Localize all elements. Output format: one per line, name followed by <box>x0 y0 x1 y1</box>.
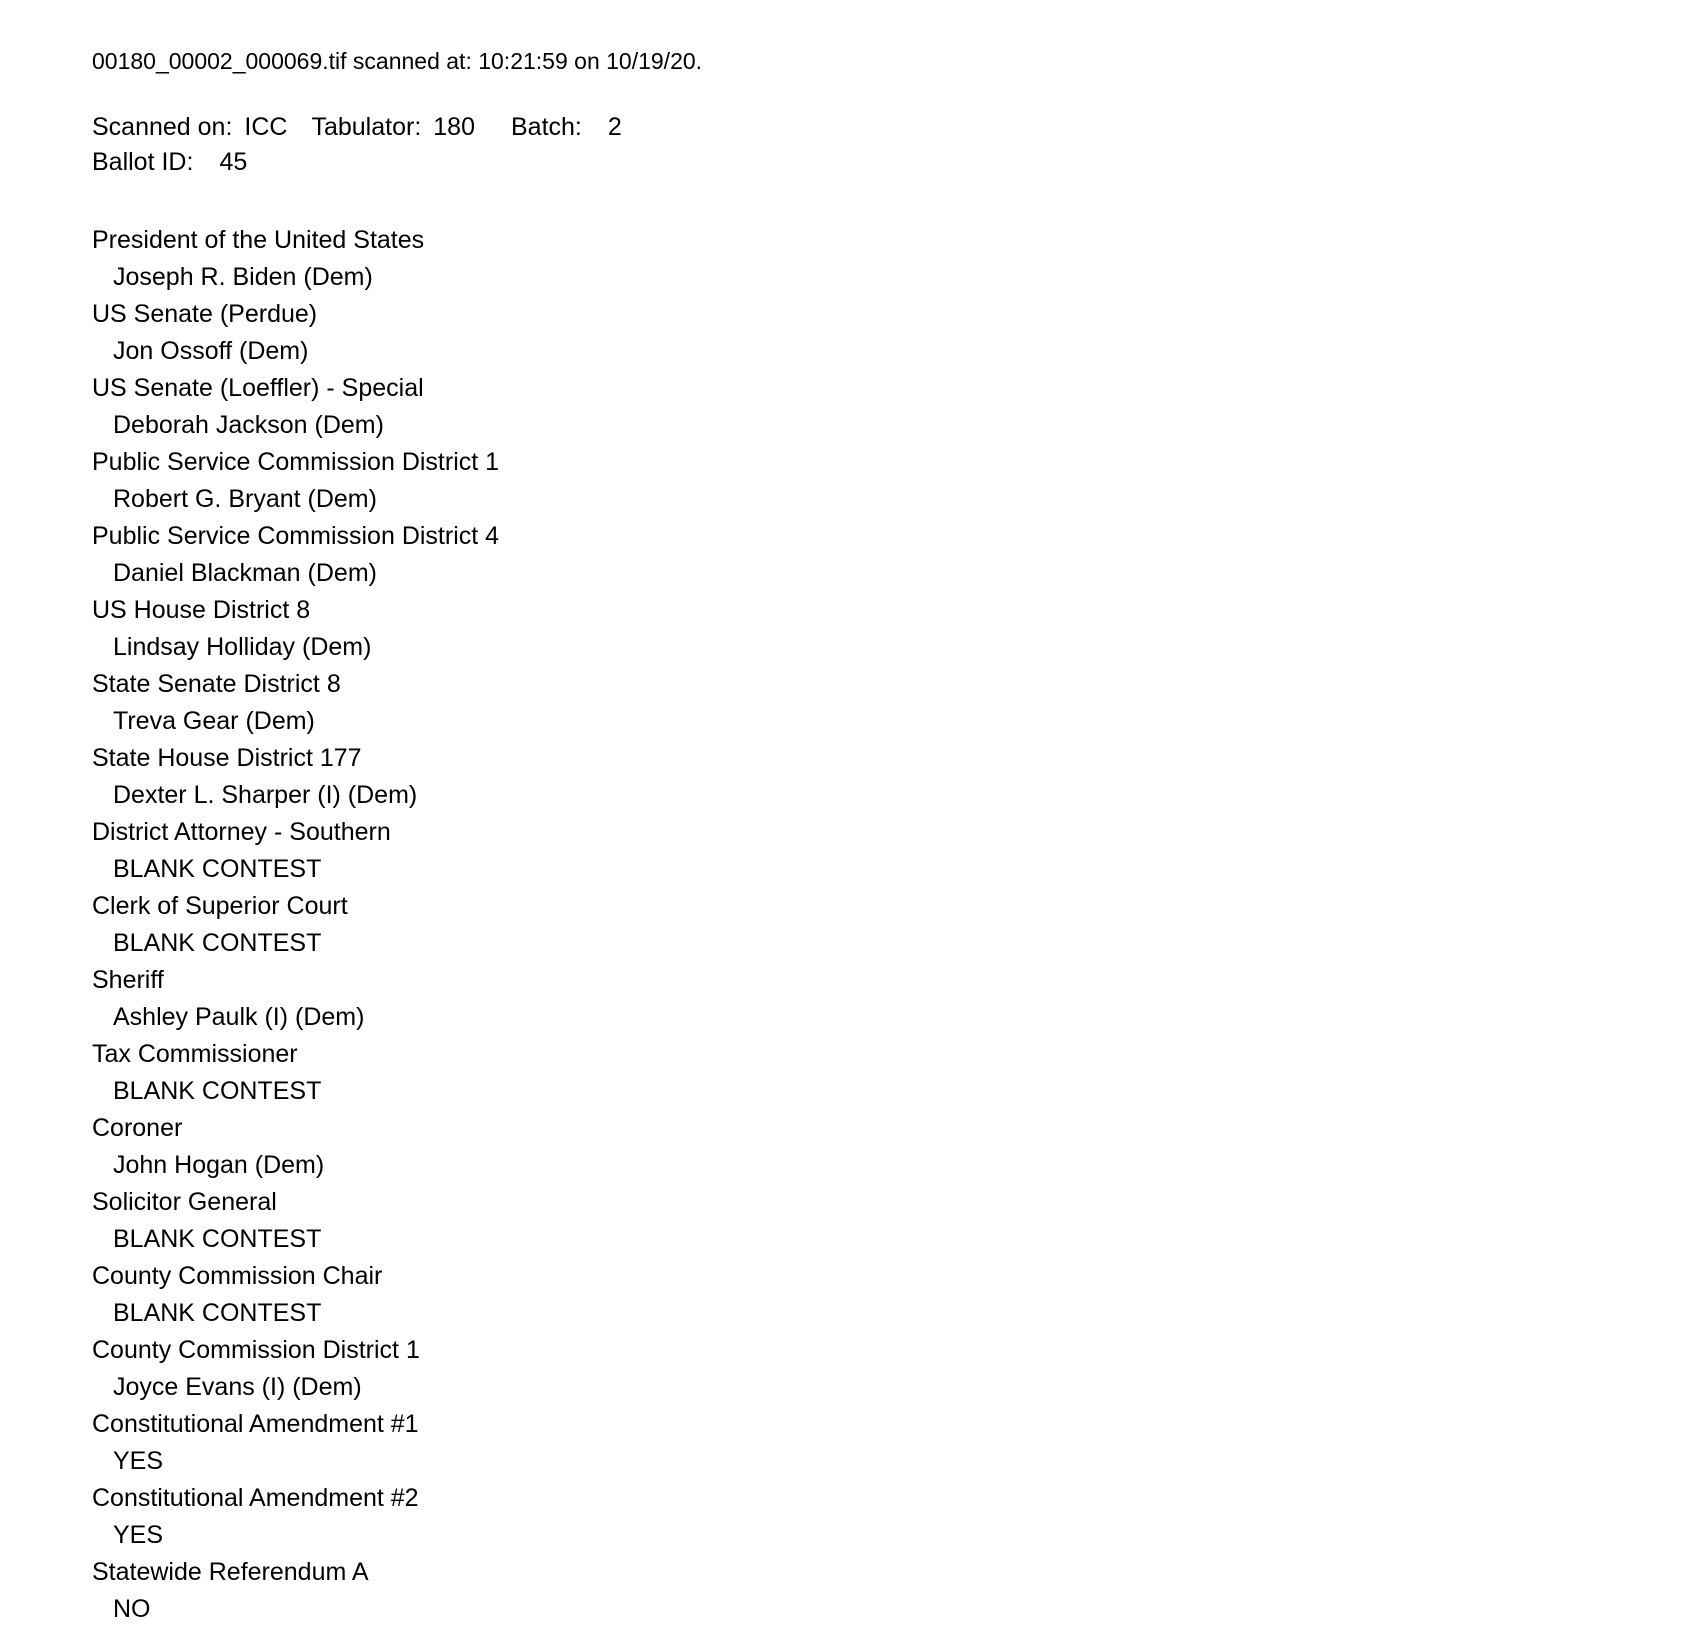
batch-label: Batch: <box>510 113 582 141</box>
contest-selection: Daniel Blackman (Dem) <box>113 559 377 587</box>
contest-entry <box>92 592 1647 666</box>
batch-value: 2 <box>607 113 622 141</box>
contest-entry <box>92 814 1647 888</box>
contest-title: US House District 8 <box>92 596 311 624</box>
contest-entry <box>92 296 1647 370</box>
contest-selection: Deborah Jackson (Dem) <box>113 411 384 439</box>
contest-selection: Dexter L. Sharper (I) (Dem) <box>113 781 418 809</box>
tabulator-value: 180 <box>433 113 475 141</box>
scan-file-line: 00180_00002_000069.tif scanned at: 10:21:59 on 10/19/20. <box>92 48 703 74</box>
scan-info-block <box>92 110 1647 180</box>
contest-entry <box>92 1406 1647 1480</box>
contest-selection: Joyce Evans (I) (Dem) <box>113 1373 362 1401</box>
contest-title: Public Service Commission District 4 <box>92 522 500 550</box>
ballot-id-label: Ballot ID: <box>92 148 194 176</box>
contest-entry <box>92 1332 1647 1406</box>
scanned-on-value: ICC <box>244 113 288 141</box>
contest-title: US Senate (Perdue) <box>92 300 318 328</box>
contest-selection: BLANK CONTEST <box>113 1299 322 1327</box>
contest-selection: NO <box>113 1595 151 1623</box>
contest-entry <box>92 666 1647 740</box>
contest-title: Tax Commissioner <box>92 1040 298 1068</box>
contest-entry <box>92 370 1647 444</box>
ballot-id-line <box>92 145 1647 180</box>
contest-selection: Robert G. Bryant (Dem) <box>113 485 377 513</box>
contest-title: Clerk of Superior Court <box>92 892 348 920</box>
contest-title: US Senate (Loeffler) - Special <box>92 374 424 402</box>
contest-entry <box>92 444 1647 518</box>
contest-title: Coroner <box>92 1114 183 1142</box>
contest-entry <box>92 1554 1647 1628</box>
contest-title: District Attorney - Southern <box>92 818 391 846</box>
contest-entry <box>92 1110 1647 1184</box>
contest-entry <box>92 222 1647 296</box>
contest-title: State Senate District 8 <box>92 670 341 698</box>
tabulator-label: Tabulator: <box>311 113 422 141</box>
scanned-on-label: Scanned on: <box>92 113 233 141</box>
contest-selection: BLANK CONTEST <box>113 855 322 883</box>
contest-entry <box>92 1480 1647 1554</box>
contest-entry <box>92 1258 1647 1332</box>
contest-title: President of the United States <box>92 226 425 254</box>
contest-title: County Commission Chair <box>92 1262 383 1290</box>
contest-title: Public Service Commission District 1 <box>92 448 500 476</box>
contest-selection: YES <box>113 1447 164 1475</box>
contest-entry <box>92 962 1647 1036</box>
contest-selection: BLANK CONTEST <box>113 1077 322 1105</box>
contest-selection: YES <box>113 1521 164 1549</box>
scan-info-line <box>92 110 1647 145</box>
contest-list <box>92 222 1647 1628</box>
contest-entry <box>92 888 1647 962</box>
contest-title: Constitutional Amendment #1 <box>92 1410 419 1438</box>
contest-entry <box>92 1184 1647 1258</box>
contest-title: State House District 177 <box>92 744 362 772</box>
contest-selection: John Hogan (Dem) <box>113 1151 325 1179</box>
contest-selection: Joseph R. Biden (Dem) <box>113 263 373 291</box>
contest-selection: Lindsay Holliday (Dem) <box>113 633 372 661</box>
contest-title: Constitutional Amendment #2 <box>92 1484 419 1512</box>
contest-entry <box>92 740 1647 814</box>
contest-entry <box>92 1036 1647 1110</box>
contest-entry <box>92 518 1647 592</box>
ballot-id-value: 45 <box>219 148 248 176</box>
contest-selection: Ashley Paulk (I) (Dem) <box>113 1003 365 1031</box>
contest-title: Sheriff <box>92 966 164 994</box>
contest-title: County Commission District 1 <box>92 1336 420 1364</box>
contest-title: Statewide Referendum A <box>92 1558 369 1586</box>
contest-selection: BLANK CONTEST <box>113 929 322 957</box>
contest-selection: Treva Gear (Dem) <box>113 707 315 735</box>
contest-selection: Jon Ossoff (Dem) <box>113 337 309 365</box>
contest-selection: BLANK CONTEST <box>113 1225 322 1253</box>
contest-title: Solicitor General <box>92 1188 277 1216</box>
